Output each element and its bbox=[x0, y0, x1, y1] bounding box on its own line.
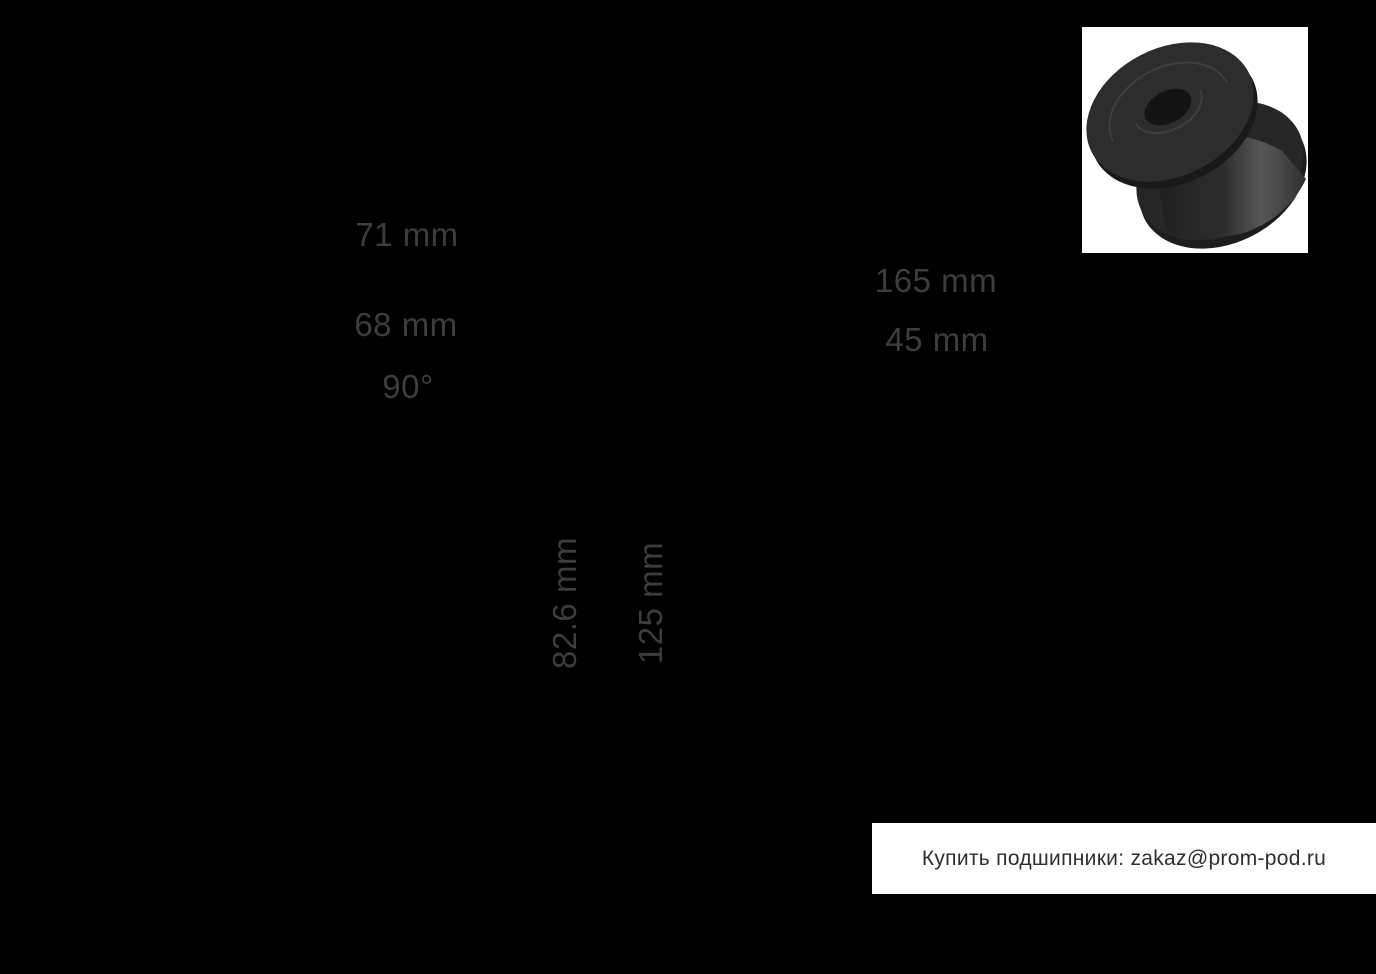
v-groove-wheel-3d-render-icon bbox=[1082, 27, 1308, 253]
dimension-label-68mm: 68 mm bbox=[354, 306, 458, 343]
dimension-label-165mm: 165 mm bbox=[874, 262, 998, 299]
dimension-label-71mm: 71 mm bbox=[355, 216, 459, 253]
dimension-label-90deg: 90° bbox=[382, 368, 434, 405]
dimension-label-82-6mm: 82.6 mm bbox=[546, 537, 583, 669]
dimension-label-125mm: 125 mm bbox=[632, 541, 669, 665]
contact-banner-text: Купить подшипники: zakaz@prom-pod.ru bbox=[921, 846, 1327, 870]
product-photo-box bbox=[1082, 27, 1308, 253]
contact-banner bbox=[872, 823, 1376, 894]
dimension-label-45mm: 45 mm bbox=[885, 321, 989, 358]
